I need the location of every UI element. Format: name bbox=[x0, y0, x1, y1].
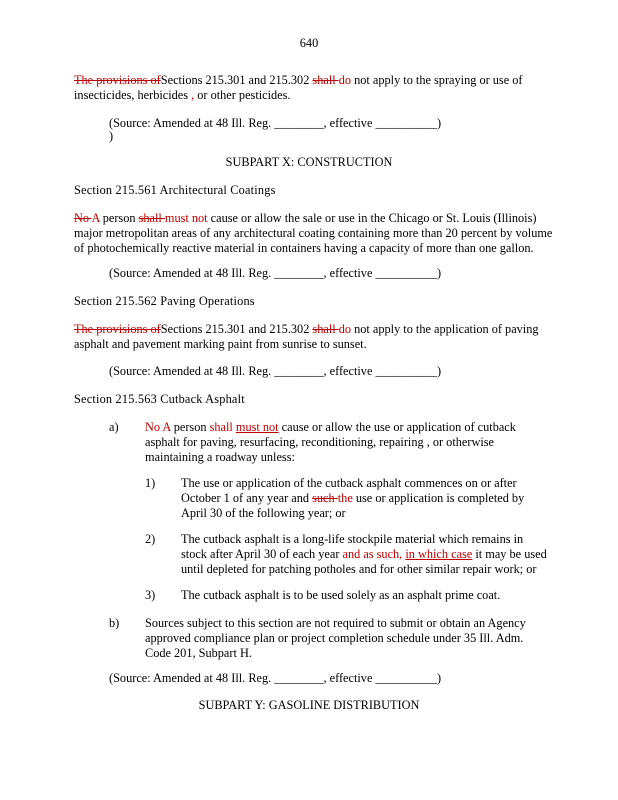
inserted-text: , bbox=[188, 88, 195, 102]
deleted-text: The provisions of bbox=[74, 322, 161, 336]
item-1-line1: The use or application of the cutback asphalt commences on or after bbox=[181, 476, 517, 490]
text: not apply to the application of paving bbox=[351, 322, 539, 336]
s563-a-label: a) bbox=[109, 420, 119, 434]
item-2-line3: until depleted for patching potholes and for other similar repair work; or bbox=[181, 562, 537, 576]
text: person bbox=[99, 211, 139, 225]
item-1-line2 bbox=[181, 491, 524, 506]
deleted-text: shall bbox=[312, 73, 339, 87]
s561-line3: of photochemically reactive material in containers having a capacity of more than one gallon. bbox=[74, 241, 534, 255]
section-563-heading: Section 215.563 Cutback Asphalt bbox=[74, 392, 245, 406]
item-2-label: 2) bbox=[145, 532, 156, 546]
deleted-text: The provisions of bbox=[74, 73, 161, 87]
s562-line1 bbox=[74, 322, 539, 337]
item-3-line1: The cutback asphalt is to be used solely as an asphalt prime coat. bbox=[181, 588, 501, 602]
text: person bbox=[170, 420, 210, 434]
inserted-text: A bbox=[91, 211, 100, 225]
text: insecticides, herbicides bbox=[74, 88, 189, 102]
s563-a-line1 bbox=[145, 420, 516, 435]
text: not apply to the spraying or use of bbox=[351, 73, 523, 87]
source-note: (Source: Amended at 48 Ill. Reg. ________, effective __________) bbox=[109, 116, 442, 130]
section-562-heading: Section 215.562 Paving Operations bbox=[74, 294, 255, 308]
text: cause or allow the sale or use in the Chicago or St. Louis (Illinois) bbox=[207, 211, 537, 225]
text: , or otherwise bbox=[423, 435, 494, 449]
s563-b-label: b) bbox=[109, 616, 120, 630]
inserted-text: the bbox=[337, 491, 353, 505]
inserted-text: do bbox=[338, 322, 352, 336]
item-1-label: 1) bbox=[145, 476, 156, 490]
page-number: 640 bbox=[299, 36, 319, 50]
text: use or application is completed by bbox=[352, 491, 525, 505]
s561-source: (Source: Amended at 48 Ill. Reg. ________, effective __________) bbox=[109, 266, 442, 280]
s563-b-line3: Code 201, Subpart H. bbox=[145, 646, 252, 660]
source-note-paren: ) bbox=[109, 129, 114, 143]
text: Sections 215.301 and 215.302 bbox=[160, 73, 313, 87]
text: or other pesticides. bbox=[194, 88, 291, 102]
inserted-text: and as such, bbox=[342, 547, 406, 561]
s561-line1 bbox=[74, 211, 536, 226]
text: Sections 215.301 and 215.302 bbox=[160, 322, 313, 336]
deleted-text: such bbox=[312, 491, 338, 505]
s563-b-line2: approved compliance plan or project completion schedule under 35 Ill. Adm. bbox=[145, 631, 524, 645]
deleted-text: shall bbox=[312, 322, 339, 336]
inserted-text: must not bbox=[164, 211, 208, 225]
inserted-text: must not bbox=[235, 420, 279, 434]
subpart-y-heading: SUBPART Y: GASOLINE DISTRIBUTION bbox=[198, 698, 420, 712]
subpart-x-heading: SUBPART X: CONSTRUCTION bbox=[225, 155, 393, 169]
item-3-label: 3) bbox=[145, 588, 156, 602]
section-561-heading: Section 215.561 Architectural Coatings bbox=[74, 183, 276, 197]
text: October 1 of any year and bbox=[181, 491, 313, 505]
text: cause or allow the use or application of cutback bbox=[278, 420, 516, 434]
s563-a-line2 bbox=[145, 435, 494, 450]
item-1-line3: April 30 of the following year; or bbox=[181, 506, 346, 520]
item-2-line1: The cutback asphalt is a long-life stockpile material which remains in bbox=[181, 532, 524, 546]
text: stock after April 30 of each year bbox=[181, 547, 343, 561]
deleted-text: No bbox=[74, 211, 92, 225]
s563-source: (Source: Amended at 48 Ill. Reg. ________, effective __________) bbox=[109, 671, 442, 685]
inserted-text: No A bbox=[145, 420, 171, 434]
s561-line2: major metropolitan areas of any architectural coating containing more than 20 percent by volume bbox=[74, 226, 553, 240]
deleted-text: shall bbox=[138, 211, 165, 225]
p1-line1 bbox=[74, 73, 522, 88]
inserted-text: do bbox=[338, 73, 352, 87]
s562-source: (Source: Amended at 48 Ill. Reg. ________, effective __________) bbox=[109, 364, 442, 378]
s562-line2: asphalt and pavement marking paint from sunrise to sunset. bbox=[74, 337, 367, 351]
text: asphalt for paving, resurfacing, reconditioning, repairing bbox=[145, 435, 424, 449]
inserted-text: in which case bbox=[405, 547, 473, 561]
item-2-line2 bbox=[181, 547, 547, 562]
text: it may be used bbox=[472, 547, 547, 561]
inserted-text: shall bbox=[209, 420, 236, 434]
p1-line2 bbox=[74, 88, 291, 103]
s563-b-line1: Sources subject to this section are not required to submit or obtain an Agency bbox=[145, 616, 526, 630]
s563-a-line3: maintaining a roadway unless: bbox=[145, 450, 295, 464]
